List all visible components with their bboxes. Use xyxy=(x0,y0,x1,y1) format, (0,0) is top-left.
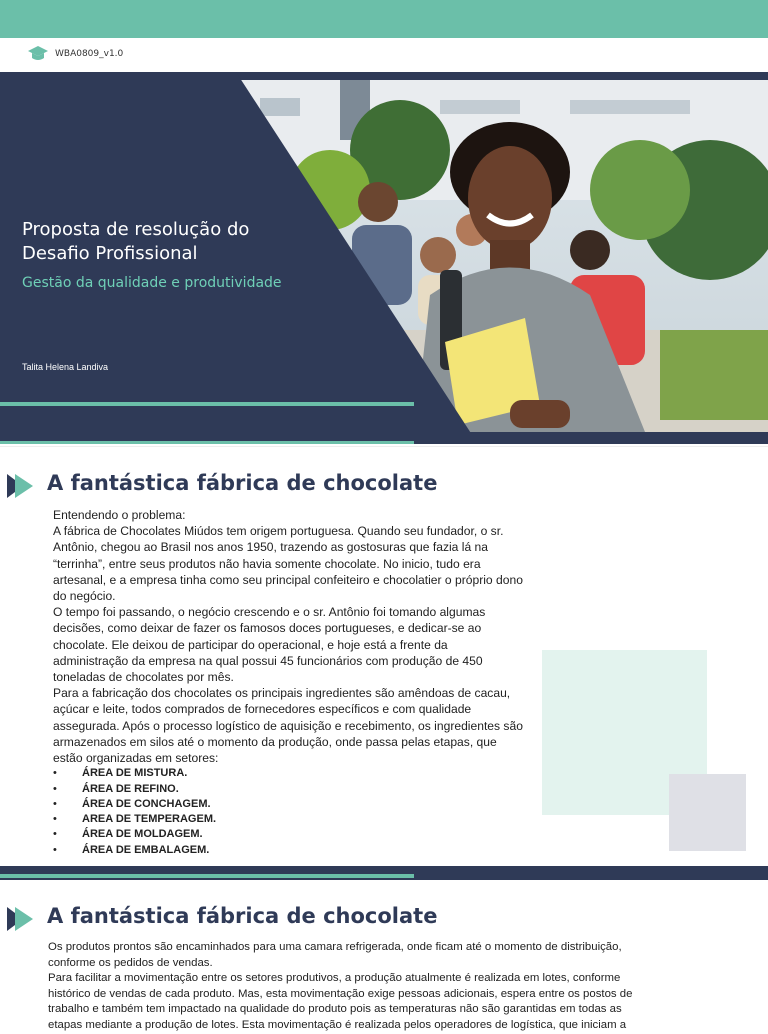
body-paragraph: O tempo foi passando, o negócio crescendo e o sr. Antônio foi tomando algumas decisões, como deixar de fazer os famosos doces portugueses, e dedicar-se ao chocolate. Ele deixou de participar do operacional, e hoje está a frente da administração da empresa na qual possui 45 funcionários com produção de 450 toneladas de chocolates por mês. xyxy=(53,605,486,685)
cover-author: Talita Helena Landiva xyxy=(22,362,109,372)
list-item xyxy=(53,782,523,797)
list-item xyxy=(53,812,523,827)
play-arrow-icon xyxy=(7,904,35,934)
sector-label: ÁREA DE REFINO. xyxy=(82,782,179,795)
top-accent-band xyxy=(0,0,768,38)
cover-subtitle: Gestão da qualidade e produtividade xyxy=(22,275,282,291)
body-paragraph: Para facilitar a movimentação entre os setores produtivos, a produção atualmente é realizada em lotes, conforme histórico de vendas de cada produto. Mas, esta movimentação exige pessoas adicionais, espera entre os postos de trabalho e também tem impactado na qualidade do produto pois as temperaturas não são garantidas em todas as etapas mediante a produção de lotes. Esta movimentação é realizada pelos operadores de logística, que iniciam a xyxy=(48,972,633,1031)
bullet-icon: • xyxy=(53,797,57,810)
bullet-icon: • xyxy=(53,782,57,795)
body-paragraph: Entendendo o problema: xyxy=(53,508,186,522)
bullet-icon: • xyxy=(53,843,57,856)
content-slide-2 xyxy=(0,880,768,1031)
sector-label: ÁREA DE MISTURA. xyxy=(82,767,188,780)
sector-label: ÁREA DE EMBALAGEM. xyxy=(82,843,210,856)
bullet-icon: • xyxy=(53,828,57,841)
cover-slide xyxy=(0,72,768,444)
content-slide-1 xyxy=(0,446,768,866)
list-item xyxy=(53,843,523,858)
list-item xyxy=(53,797,523,812)
cover-title: Proposta de resolução do Desafio Profissional xyxy=(22,219,250,264)
body-paragraph: Os produtos prontos são encaminhados para uma camara refrigerada, onde ficam até o momento de distribuição, conforme os pedidos de vendas. xyxy=(48,941,622,969)
list-item xyxy=(53,827,523,842)
sector-label: AREA DE TEMPERAGEM. xyxy=(82,813,217,826)
bullet-icon: • xyxy=(53,767,57,780)
brand-header xyxy=(27,45,123,63)
body-paragraph: A fábrica de Chocolates Miúdos tem origem portuguesa. Quando seu fundador, o sr. Antônio, chegou ao Brasil nos anos 1950, trazendo as gostosuras que fazia lá na “terrinha”, entre seus produtos não havia somente chocolate. No inicio, tudo era artesanal, e a empresa tinha como seu principal confeiteiro e chocolatier o próprio dono do negócio. xyxy=(53,524,523,604)
slide-title: A fantástica fábrica de chocolate xyxy=(47,904,438,928)
sector-label: ÁREA DE CONCHAGEM. xyxy=(82,797,211,810)
slide-body xyxy=(48,940,648,1034)
play-arrow-icon xyxy=(7,471,35,501)
list-item xyxy=(53,766,523,781)
slide-body xyxy=(53,507,523,858)
document-code: WBA0809_v1.0 xyxy=(55,49,124,59)
sector-label: ÁREA DE MOLDAGEM. xyxy=(82,828,203,841)
sector-list xyxy=(53,766,523,858)
decorative-gray-square xyxy=(669,774,746,851)
body-paragraph: Para a fabricação dos chocolates os principais ingredientes são amêndoas de cacau, açúcar e leite, todos comprados de fornecedores específicos e com qualidade assegurada. Após o processo logístico de aquisição e recebimento, os ingredientes são armazenados em silos até o momento da produção, onde passa pelas etapas, que estão organizadas em setores: xyxy=(53,686,523,766)
slide-title: A fantástica fábrica de chocolate xyxy=(47,471,438,495)
cover-teal-line-bottom xyxy=(0,441,414,444)
cover-teal-line xyxy=(0,402,414,406)
slide-divider-teal-line xyxy=(0,874,414,878)
bullet-icon: • xyxy=(53,813,57,826)
graduation-cap-icon xyxy=(27,45,49,63)
